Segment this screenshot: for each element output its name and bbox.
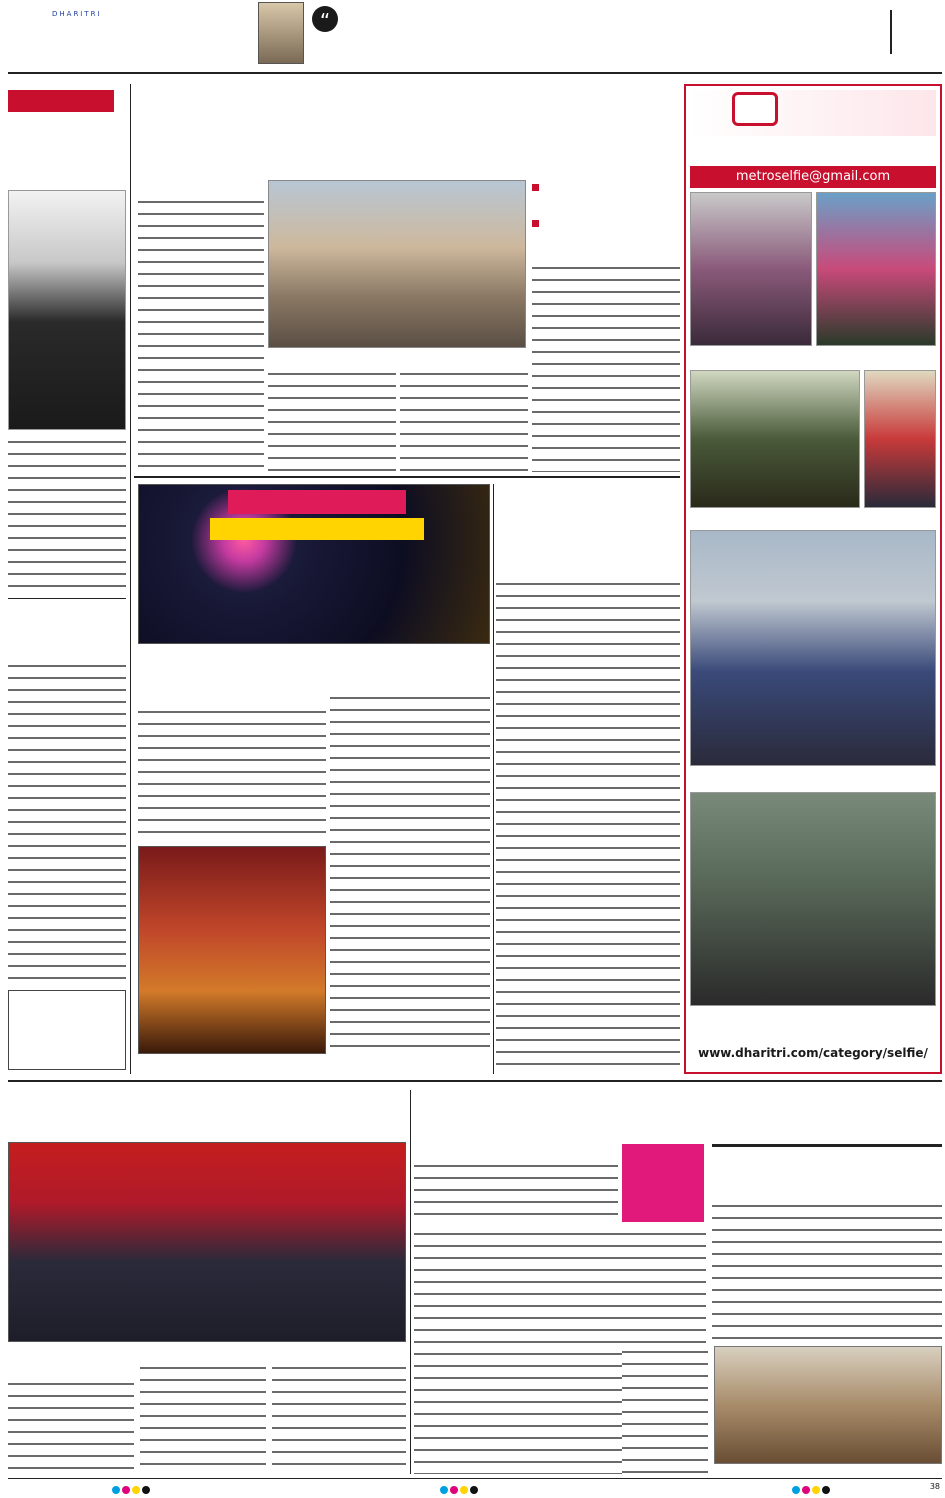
lead-subheads <box>532 180 680 250</box>
footer-rule <box>8 1478 942 1479</box>
temple-box <box>622 1144 704 1222</box>
registration-mark-cyan-icon <box>792 1486 800 1494</box>
temple-photo <box>714 1346 942 1464</box>
football-body-col2 <box>140 1362 266 1474</box>
masthead-rule <box>8 72 942 74</box>
mid-column-rule <box>493 484 494 1074</box>
selfie-url[interactable]: www.dharitri.com/category/selfie/ <box>698 1046 928 1060</box>
registration-mark-cyan-icon <box>112 1486 120 1494</box>
selfie-banner <box>690 90 936 136</box>
mahadip-body <box>496 578 680 1072</box>
section-name <box>762 10 872 54</box>
lead-body-col4 <box>532 262 680 472</box>
brief-body-lines <box>8 436 126 596</box>
bottom-column-rule <box>410 1090 411 1474</box>
page-number <box>890 10 940 54</box>
registration-mark-yellow-icon <box>460 1486 468 1494</box>
left-note-box <box>8 990 126 1070</box>
lead-headline <box>138 82 676 164</box>
registration-mark-black-icon <box>470 1486 478 1494</box>
fair-body-col1 <box>138 706 326 840</box>
selfie-photo-4 <box>864 370 936 508</box>
dateline <box>12 56 252 70</box>
registration-mark-black-icon <box>822 1486 830 1494</box>
brief-photo <box>8 190 126 430</box>
book-body-lines <box>8 660 126 982</box>
registration-mark-black-icon <box>142 1486 150 1494</box>
football-body-col3 <box>272 1362 406 1474</box>
brief-label <box>8 90 114 112</box>
selfie-photo-2 <box>816 192 936 346</box>
registration-mark-magenta-icon <box>802 1486 810 1494</box>
football-body-col1 <box>8 1378 134 1474</box>
phone-icon <box>732 92 778 126</box>
temple-body-col2 <box>712 1200 942 1340</box>
fair-dance-photo <box>138 846 326 1054</box>
registration-mark-magenta-icon <box>122 1486 130 1494</box>
column-rule <box>130 84 131 1074</box>
quote-portrait <box>258 2 304 64</box>
bottom-section-rule <box>8 1080 942 1082</box>
lead-bottom-rule <box>134 476 680 478</box>
quote-icon: “ <box>312 6 338 32</box>
temple-body-col3 <box>622 1346 708 1474</box>
football-photo <box>8 1142 406 1342</box>
brief-rule <box>8 598 126 599</box>
selfie-photo-5 <box>690 530 936 766</box>
registration-mark-yellow-icon <box>812 1486 820 1494</box>
selfie-photo-3 <box>690 370 860 508</box>
fair-body-col2 <box>330 692 490 1054</box>
registration-mark-cyan-icon <box>440 1486 448 1494</box>
page-folio: 38 <box>929 1482 940 1491</box>
selfie-photo-1 <box>690 192 812 346</box>
temple-body-col1-top <box>414 1160 618 1224</box>
masthead-logo <box>12 10 122 54</box>
lead-photo <box>268 180 526 348</box>
fair-banner-2 <box>210 518 424 540</box>
selfie-email[interactable]: metroselfie@gmail.com <box>690 166 936 188</box>
lead-body-col3 <box>400 368 528 472</box>
selfie-photo-6 <box>690 792 936 1006</box>
registration-mark-yellow-icon <box>132 1486 140 1494</box>
fair-banner <box>228 490 406 514</box>
lead-body-col2 <box>268 368 396 472</box>
temple-subhead <box>712 1144 942 1147</box>
logo-latin: DHARITRI <box>52 10 102 18</box>
registration-mark-magenta-icon <box>450 1486 458 1494</box>
lead-body-col1 <box>138 196 264 472</box>
